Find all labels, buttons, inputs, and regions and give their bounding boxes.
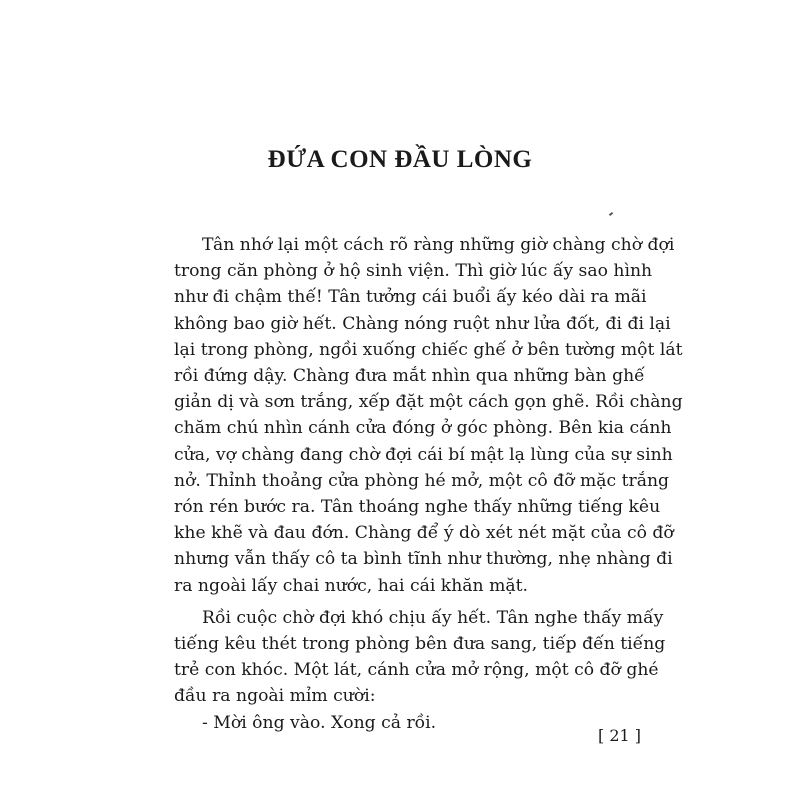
paragraph-line: như đi chậm thế! Tân tưởng cái buổi ấy kéo dài ra mãi (174, 287, 647, 308)
paragraph-line: nở. Thỉnh thoảng cửa phòng hé mở, một cô đỡ mặc trắng (174, 470, 670, 491)
paragraph-1 (174, 232, 683, 599)
page-number: [ 21 ] (598, 726, 642, 745)
paragraph-line: rồi đứng dậy. Chàng đưa mắt nhìn qua những bàn ghế (174, 366, 645, 387)
paragraph-line: không bao giờ hết. Chàng nóng ruột như lửa đốt, đi đi lại (174, 313, 671, 334)
paragraph-line: giản dị và sơn trắng, xếp đặt một cách gọn ghẽ. Rồi chàng (174, 392, 683, 413)
paragraph-3 (174, 710, 644, 736)
paragraph-line: Rồi cuộc chờ đợi khó chịu ấy hết. Tân nghe thấy mấy (202, 607, 664, 628)
paragraph-line: chăm chú nhìn cánh cửa đóng ở góc phòng. Bên kia cánh (174, 418, 672, 439)
paragraph-line: tiếng kêu thét trong phòng bên đưa sang, tiếp đến tiếng (174, 634, 666, 655)
paragraph-line: khe khẽ và đau đớn. Chàng để ý dò xét nét mặt của cô đỡ (174, 523, 674, 544)
paragraph-line: đầu ra ngoài mỉm cười: (174, 686, 376, 707)
print-speck (609, 212, 613, 216)
dialogue-line: - Mời ông vào. Xong cả rồi. (202, 712, 437, 733)
paragraph-2 (174, 605, 666, 710)
paragraph-line: trẻ con khóc. Một lát, cánh cửa mở rộng, một cô đỡ ghé (174, 660, 659, 681)
paragraph-line: ra ngoài lấy chai nước, hai cái khăn mặt. (174, 575, 528, 596)
paragraph-line: cửa, vợ chàng đang chờ đợi cái bí mật lạ lùng của sự sinh (174, 444, 673, 465)
chapter-title: ĐỨA CON ĐẦU LÒNG (267, 146, 533, 173)
paragraph-line: nhưng vẫn thấy cô ta bình tĩnh như thường, nhẹ nhàng đi (174, 549, 673, 570)
page-body (174, 232, 683, 736)
paragraph-line: trong căn phòng ở hộ sinh viện. Thì giờ lúc ấy sao hình (174, 261, 653, 282)
paragraph-line: rón rén bước ra. Tân thoáng nghe thấy những tiếng kêu (174, 497, 661, 518)
paragraph-line: lại trong phòng, ngồi xuống chiếc ghế ở bên tường một lát (174, 339, 683, 360)
paragraph-line: Tân nhớ lại một cách rõ ràng những giờ chàng chờ đợi (202, 235, 675, 255)
